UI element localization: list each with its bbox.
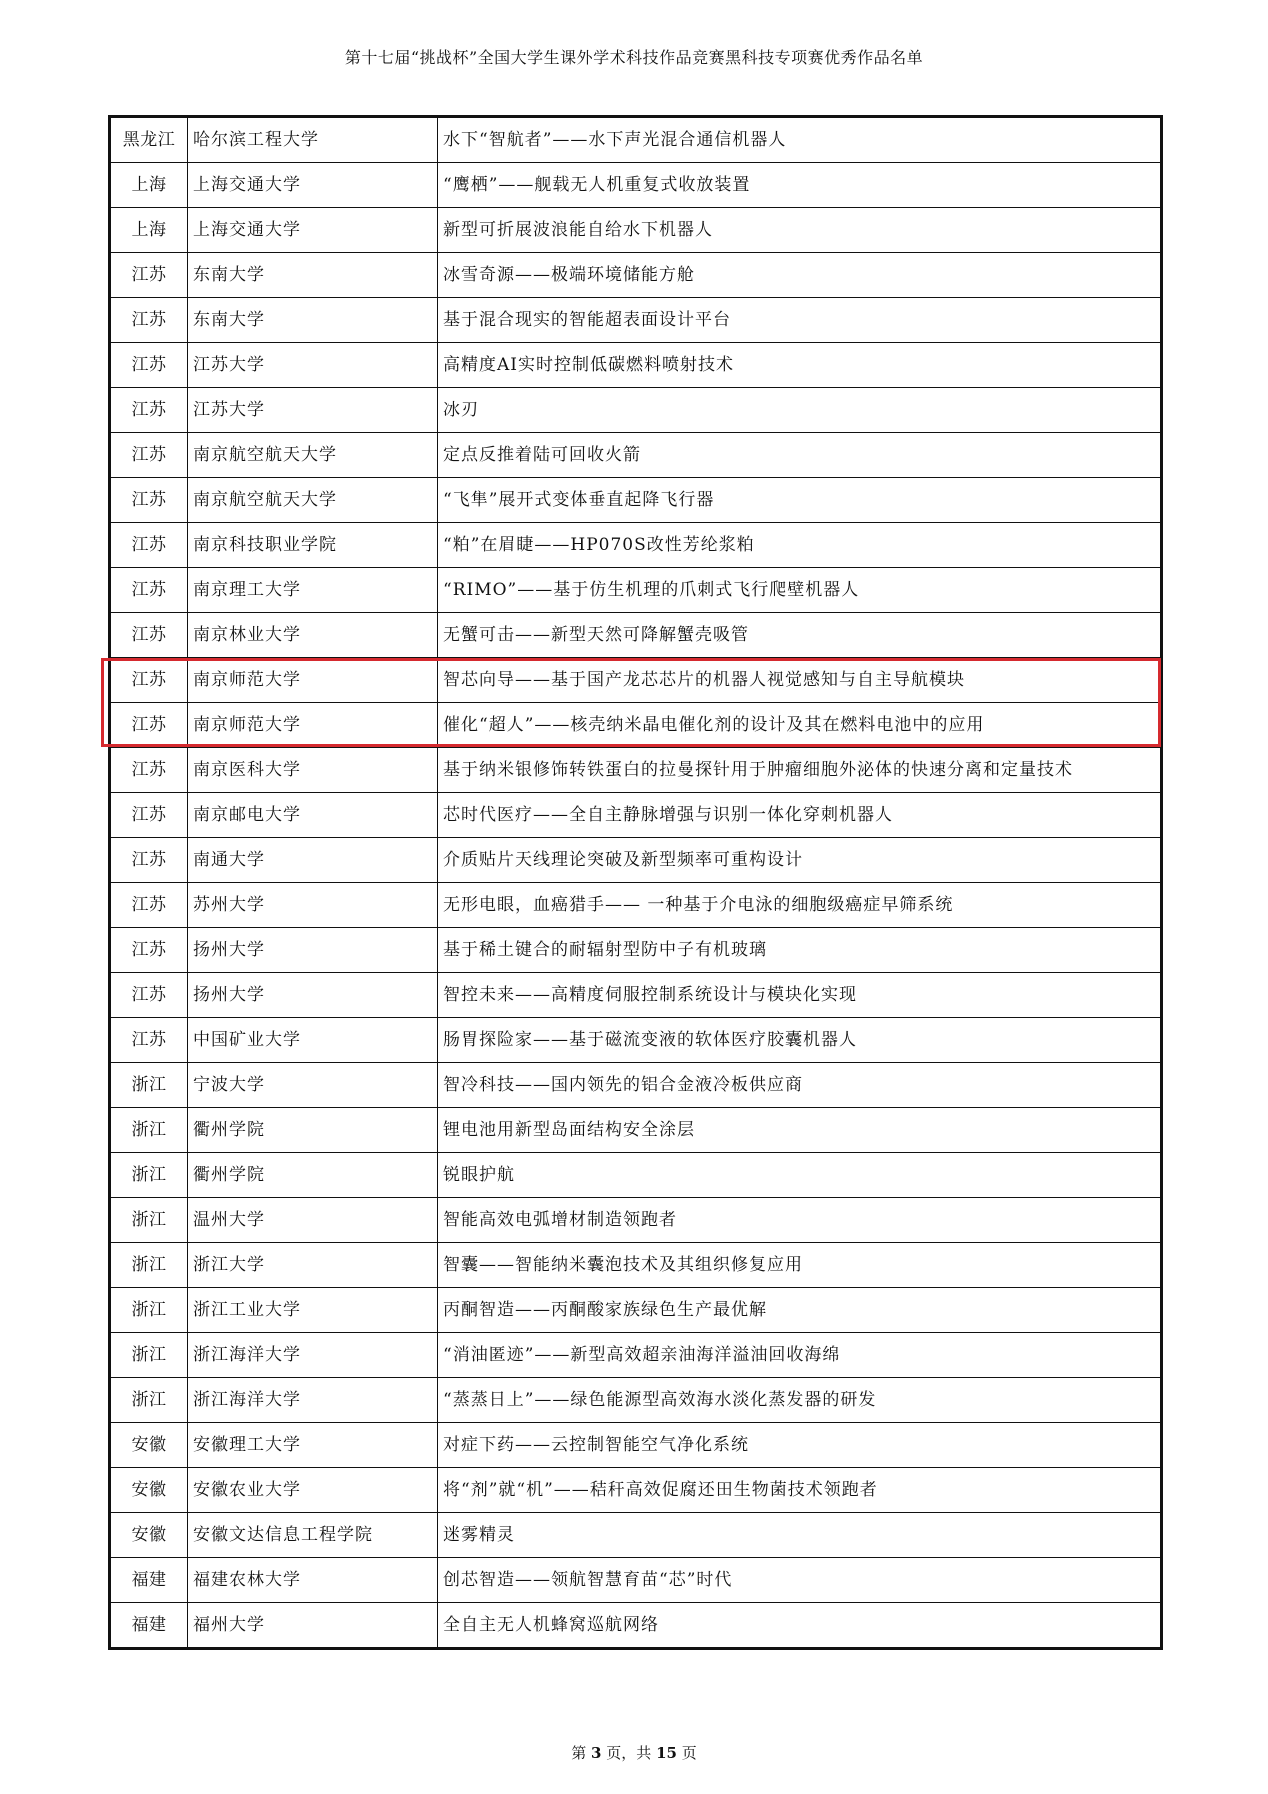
university-cell: 南京医科大学: [188, 748, 438, 793]
table-row: [110, 1108, 1162, 1153]
university-cell: 江苏大学: [188, 343, 438, 388]
table-row: [110, 1018, 1162, 1063]
province-cell: 浙江: [110, 1288, 188, 1333]
province-cell: 江苏: [110, 658, 188, 703]
project-cell: 新型可折展波浪能自给水下机器人: [438, 208, 1162, 253]
table-row: [110, 253, 1162, 298]
project-cell: 肠胃探险家——基于磁流变液的软体医疗胶囊机器人: [438, 1018, 1162, 1063]
province-cell: 浙江: [110, 1378, 188, 1423]
project-cell: 全自主无人机蜂窝巡航网络: [438, 1603, 1162, 1649]
table-row: [110, 703, 1162, 748]
province-cell: 江苏: [110, 433, 188, 478]
table-row: [110, 748, 1162, 793]
table-row: [110, 838, 1162, 883]
province-cell: 江苏: [110, 883, 188, 928]
province-cell: 江苏: [110, 388, 188, 433]
university-cell: 南通大学: [188, 838, 438, 883]
university-cell: 东南大学: [188, 298, 438, 343]
awards-table: [108, 115, 1163, 1650]
project-cell: 锂电池用新型岛面结构安全涂层: [438, 1108, 1162, 1153]
project-cell: 将“剂”就“机”——秸秆高效促腐还田生物菌技术领跑者: [438, 1468, 1162, 1513]
table-row: [110, 388, 1162, 433]
province-cell: 江苏: [110, 478, 188, 523]
province-cell: 黑龙江: [110, 117, 188, 163]
table-row: [110, 973, 1162, 1018]
table-row: [110, 343, 1162, 388]
page-number-middle: 页，共: [606, 1744, 652, 1762]
province-cell: 江苏: [110, 343, 188, 388]
total-pages: 15: [656, 1744, 677, 1762]
province-cell: 江苏: [110, 928, 188, 973]
project-cell: “鹰栖”——舰载无人机重复式收放装置: [438, 163, 1162, 208]
project-cell: 冰雪奇源——极端环境储能方舱: [438, 253, 1162, 298]
project-cell: 基于混合现实的智能超表面设计平台: [438, 298, 1162, 343]
project-cell: “消油匿迹”——新型高效超亲油海洋溢油回收海绵: [438, 1333, 1162, 1378]
university-cell: 南京林业大学: [188, 613, 438, 658]
university-cell: 浙江大学: [188, 1243, 438, 1288]
table-row: [110, 1378, 1162, 1423]
project-cell: 智芯向导——基于国产龙芯芯片的机器人视觉感知与自主导航模块: [438, 658, 1162, 703]
project-cell: 介质贴片天线理论突破及新型频率可重构设计: [438, 838, 1162, 883]
university-cell: 中国矿业大学: [188, 1018, 438, 1063]
province-cell: 江苏: [110, 298, 188, 343]
province-cell: 安徽: [110, 1468, 188, 1513]
province-cell: 福建: [110, 1558, 188, 1603]
project-cell: 丙酮智造——丙酮酸家族绿色生产最优解: [438, 1288, 1162, 1333]
project-cell: 智冷科技——国内领先的铝合金液冷板供应商: [438, 1063, 1162, 1108]
university-cell: 宁波大学: [188, 1063, 438, 1108]
project-cell: 锐眼护航: [438, 1153, 1162, 1198]
project-cell: “粕”在眉睫——HP070S改性芳纶浆粕: [438, 523, 1162, 568]
current-page: 3: [591, 1744, 602, 1762]
university-cell: 江苏大学: [188, 388, 438, 433]
project-cell: 智囊——智能纳米囊泡技术及其组织修复应用: [438, 1243, 1162, 1288]
table-row: [110, 1198, 1162, 1243]
university-cell: 南京邮电大学: [188, 793, 438, 838]
province-cell: 江苏: [110, 1018, 188, 1063]
university-cell: 衢州学院: [188, 1153, 438, 1198]
university-cell: 东南大学: [188, 253, 438, 298]
table-row: [110, 613, 1162, 658]
province-cell: 浙江: [110, 1243, 188, 1288]
table-row: [110, 433, 1162, 478]
university-cell: 南京航空航天大学: [188, 433, 438, 478]
province-cell: 浙江: [110, 1153, 188, 1198]
university-cell: 安徽文达信息工程学院: [188, 1513, 438, 1558]
project-cell: 迷雾精灵: [438, 1513, 1162, 1558]
province-cell: 江苏: [110, 973, 188, 1018]
province-cell: 安徽: [110, 1513, 188, 1558]
university-cell: 福建农林大学: [188, 1558, 438, 1603]
project-cell: 芯时代医疗——全自主静脉增强与识别一体化穿刺机器人: [438, 793, 1162, 838]
university-cell: 南京师范大学: [188, 658, 438, 703]
university-cell: 南京科技职业学院: [188, 523, 438, 568]
province-cell: 江苏: [110, 748, 188, 793]
table-row: [110, 208, 1162, 253]
university-cell: 南京理工大学: [188, 568, 438, 613]
project-cell: “蒸蒸日上”——绿色能源型高效海水淡化蒸发器的研发: [438, 1378, 1162, 1423]
university-cell: 苏州大学: [188, 883, 438, 928]
table-row: [110, 1243, 1162, 1288]
table-row: [110, 1558, 1162, 1603]
province-cell: 上海: [110, 163, 188, 208]
table-row: [110, 1288, 1162, 1333]
table-row: [110, 1513, 1162, 1558]
university-cell: 扬州大学: [188, 973, 438, 1018]
province-cell: 上海: [110, 208, 188, 253]
province-cell: 安徽: [110, 1423, 188, 1468]
table-row: [110, 928, 1162, 973]
university-cell: 浙江工业大学: [188, 1288, 438, 1333]
province-cell: 江苏: [110, 253, 188, 298]
table-row: [110, 478, 1162, 523]
project-cell: “飞隼”展开式变体垂直起降飞行器: [438, 478, 1162, 523]
university-cell: 上海交通大学: [188, 208, 438, 253]
page-number-suffix: 页: [681, 1744, 697, 1762]
university-cell: 扬州大学: [188, 928, 438, 973]
university-cell: 安徽理工大学: [188, 1423, 438, 1468]
page-title: 第十七届“挑战杯”全国大学生课外学术科技作品竞赛黑科技专项赛优秀作品名单: [344, 48, 924, 67]
table-row: [110, 1603, 1162, 1649]
university-cell: 哈尔滨工程大学: [188, 117, 438, 163]
project-cell: 无蟹可击——新型天然可降解蟹壳吸管: [438, 613, 1162, 658]
table-row: [110, 793, 1162, 838]
project-cell: 无形电眼，血癌猎手—— 一种基于介电泳的细胞级癌症早筛系统: [438, 883, 1162, 928]
table-row: [110, 1333, 1162, 1378]
university-cell: 浙江海洋大学: [188, 1378, 438, 1423]
project-cell: “RIMO”——基于仿生机理的爪刺式飞行爬壁机器人: [438, 568, 1162, 613]
table-row: [110, 568, 1162, 613]
university-cell: 温州大学: [188, 1198, 438, 1243]
page-number: [0, 1742, 1268, 1763]
province-cell: 江苏: [110, 523, 188, 568]
table-row: [110, 883, 1162, 928]
table-row: [110, 1468, 1162, 1513]
project-cell: 冰刃: [438, 388, 1162, 433]
province-cell: 浙江: [110, 1198, 188, 1243]
province-cell: 浙江: [110, 1108, 188, 1153]
project-cell: 水下“智航者”——水下声光混合通信机器人: [438, 117, 1162, 163]
table-row: [110, 298, 1162, 343]
university-cell: 上海交通大学: [188, 163, 438, 208]
page-number-prefix: 第: [571, 1744, 587, 1762]
province-cell: 浙江: [110, 1063, 188, 1108]
project-cell: 智控未来——高精度伺服控制系统设计与模块化实现: [438, 973, 1162, 1018]
province-cell: 江苏: [110, 838, 188, 883]
university-cell: 安徽农业大学: [188, 1468, 438, 1513]
table-row: [110, 1063, 1162, 1108]
table-row: [110, 1153, 1162, 1198]
province-cell: 江苏: [110, 613, 188, 658]
university-cell: 南京航空航天大学: [188, 478, 438, 523]
project-cell: 创芯智造——领航智慧育苗“芯”时代: [438, 1558, 1162, 1603]
university-cell: 福州大学: [188, 1603, 438, 1649]
university-cell: 衢州学院: [188, 1108, 438, 1153]
province-cell: 江苏: [110, 793, 188, 838]
project-cell: 催化“超人”——核壳纳米晶电催化剂的设计及其在燃料电池中的应用: [438, 703, 1162, 748]
table-row: [110, 163, 1162, 208]
table-row: [110, 117, 1162, 163]
university-cell: 南京师范大学: [188, 703, 438, 748]
university-cell: 浙江海洋大学: [188, 1333, 438, 1378]
project-cell: 基于稀土键合的耐辐射型防中子有机玻璃: [438, 928, 1162, 973]
awards-table-body: [110, 117, 1162, 1649]
project-cell: 智能高效电弧增材制造领跑者: [438, 1198, 1162, 1243]
province-cell: 江苏: [110, 568, 188, 613]
table-row: [110, 658, 1162, 703]
project-cell: 对症下药——云控制智能空气净化系统: [438, 1423, 1162, 1468]
project-cell: 定点反推着陆可回收火箭: [438, 433, 1162, 478]
project-cell: 基于纳米银修饰转铁蛋白的拉曼探针用于肿瘤细胞外泌体的快速分离和定量技术: [438, 748, 1162, 793]
province-cell: 浙江: [110, 1333, 188, 1378]
province-cell: 江苏: [110, 703, 188, 748]
project-cell: 高精度AI实时控制低碳燃料喷射技术: [438, 343, 1162, 388]
province-cell: 福建: [110, 1603, 188, 1649]
table-row: [110, 1423, 1162, 1468]
table-row: [110, 523, 1162, 568]
